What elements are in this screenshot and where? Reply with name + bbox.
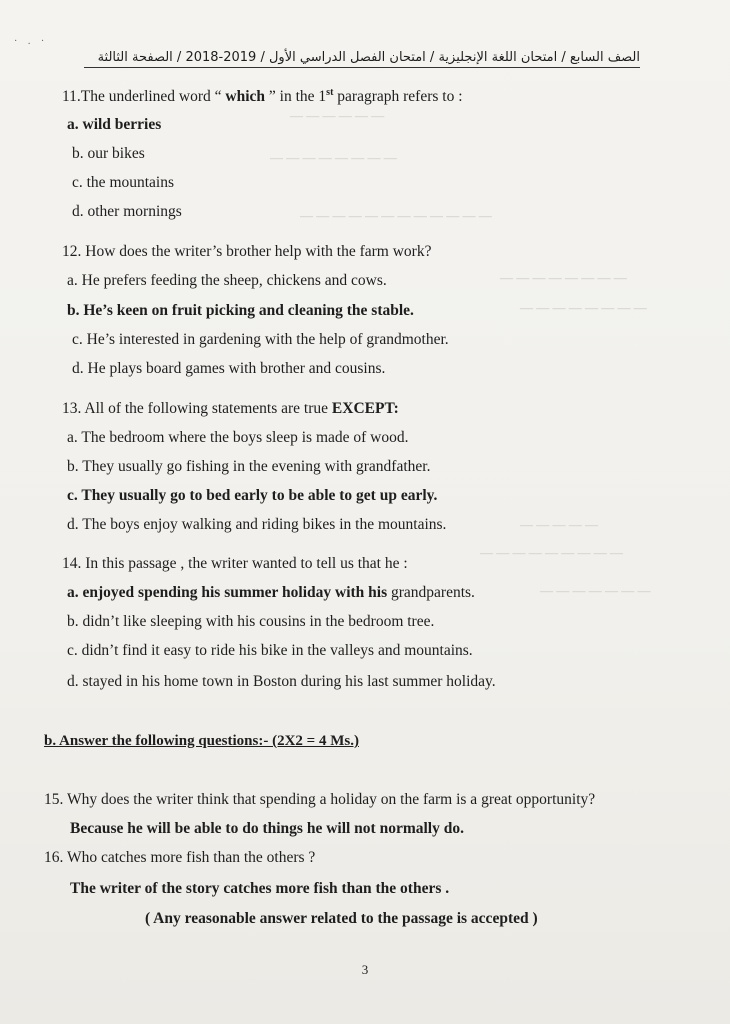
q11-option-c: c. the mountains bbox=[72, 174, 175, 191]
q13-option-a: a. The bedroom where the boys sleep is made of wood. bbox=[67, 429, 409, 446]
bleed-through-text: — — — — — — bbox=[290, 108, 385, 123]
q16-answer: The writer of the story catches more fish than the others . bbox=[70, 880, 450, 897]
question-14: 14. In this passage , the writer wanted to tell us that he : bbox=[62, 555, 408, 572]
question-15: 15. Why does the writer think that spending a holiday on the farm is a great opportunity? bbox=[44, 791, 596, 808]
page-header: الصف السابع / امتحان اللغة الإنجليزية / امتحان الفصل الدراسي الأول / 2019-2018 / الصفحة الثالثة bbox=[84, 50, 640, 68]
q11-option-d: d. other mornings bbox=[72, 203, 182, 220]
q12-option-b: b. He’s keen on fruit picking and cleaning the stable. bbox=[67, 302, 414, 319]
q12-option-d: d. He plays board games with brother and cousins. bbox=[72, 360, 386, 377]
q13-option-c: c. They usually go to bed early to be able to get up early. bbox=[67, 487, 438, 504]
bleed-through-text: — — — — — — — — bbox=[520, 300, 647, 315]
bleed-through-text: — — — — — — — — — bbox=[480, 545, 623, 560]
bleed-through-text: — — — — — — — — bbox=[270, 150, 397, 165]
q14-option-a-bold: a. enjoyed spending his summer holiday with his bbox=[67, 584, 388, 601]
question-11 bbox=[62, 87, 463, 106]
q14-option-b: b. didn’t like sleeping with his cousins in the bedroom tree. bbox=[67, 613, 435, 630]
q11-text-mid: ” in the 1 bbox=[265, 88, 327, 106]
q13-option-d: d. The boys enjoy walking and riding bikes in the mountains. bbox=[67, 516, 447, 533]
q13-text: 13. All of the following statements are true bbox=[62, 400, 332, 417]
bleed-through-text: — — — — — bbox=[520, 517, 598, 532]
q13-except: EXCEPT: bbox=[331, 400, 399, 417]
q14-option-c: c. didn’t find it easy to ride his bike in the valleys and mountains. bbox=[67, 642, 473, 659]
q11-sup: st bbox=[326, 87, 334, 98]
question-13 bbox=[62, 400, 399, 418]
paper-specks: · . · bbox=[14, 36, 49, 47]
q14-option-a bbox=[67, 584, 475, 602]
bleed-through-text: — — — — — — — bbox=[540, 583, 651, 598]
q11-text-pre: 11.The underlined word “ bbox=[62, 88, 226, 106]
q11-option-a: a. wild berries bbox=[67, 116, 162, 133]
q11-underlined-word: which bbox=[225, 88, 266, 106]
q14-option-a-rest: grandparents. bbox=[387, 584, 475, 601]
bleed-through-text: — — — — — — — — bbox=[500, 270, 627, 285]
q11-option-b: b. our bikes bbox=[72, 145, 145, 162]
q12-option-c: c. He’s interested in gardening with the help of grandmother. bbox=[72, 331, 449, 348]
bleed-through-text: — — — — — — — — — — — — bbox=[300, 208, 492, 223]
q11-text-post: paragraph refers to : bbox=[333, 88, 463, 106]
section-b-title: b. Answer the following questions:- (2X2 = 4 Ms.) bbox=[44, 733, 359, 749]
q14-option-d: d. stayed in his home town in Boston during his last summer holiday. bbox=[67, 673, 496, 690]
q12-option-a: a. He prefers feeding the sheep, chickens and cows. bbox=[67, 272, 387, 289]
q15-answer: Because he will be able to do things he will not normally do. bbox=[70, 820, 464, 837]
page-number: 3 bbox=[361, 962, 369, 977]
marking-note: ( Any reasonable answer related to the passage is accepted ) bbox=[145, 910, 538, 927]
q13-option-b: b. They usually go fishing in the evening with grandfather. bbox=[67, 458, 431, 475]
question-16: 16. Who catches more fish than the others ? bbox=[44, 849, 316, 866]
question-12: 12. How does the writer’s brother help with the farm work? bbox=[62, 243, 432, 260]
